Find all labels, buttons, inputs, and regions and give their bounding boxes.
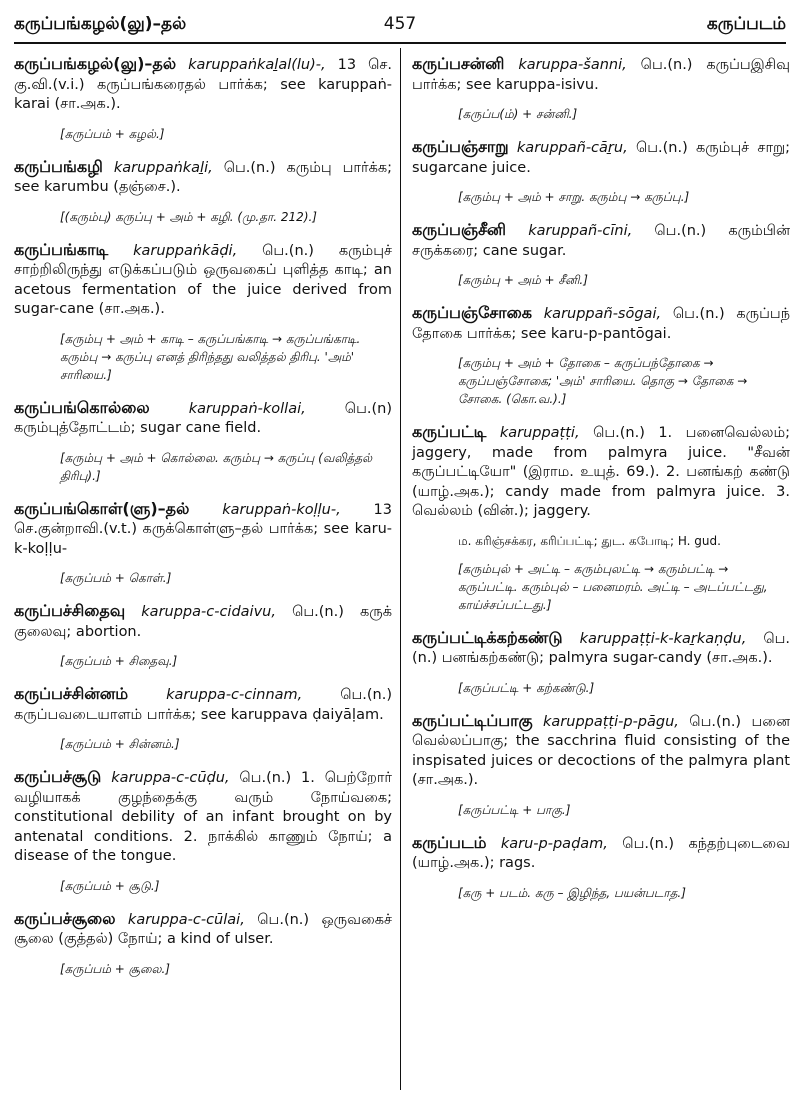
etymology: [கருப்பம் + சூலை.] [60, 961, 170, 976]
definition: பெ.(n.) 1. பனைவெல்லம்; jaggery, made from palmyra juice. "சீவன் கருப்பட்டியோ" (இராம. உயுத். 69.). 2. பனங்கற் கண்டு (யாழ்.அக.); candy made from palmyra juice. 3. வெல்லம் (வின்.); jaggery. [412, 425, 791, 519]
etymology: [கரும்பு + அம் + சீனி.] [458, 273, 588, 287]
transliteration: karuppaṭṭi-p-pāgu, [543, 713, 679, 730]
etymology: [கருப்பம் + கொள்.] [60, 571, 172, 585]
definition: பெ.(n.) பனை வெல்லப்பாகு; the sacchrina fluid consisting of the inspisated juices or decoctions of the palmyra plant (சா.அக.). [412, 713, 791, 788]
dictionary-entry [14, 499, 392, 588]
page-header [14, 10, 786, 42]
transliteration: karuppa-c-cūlai, [127, 911, 245, 928]
transliteration: karuppañ-sōgai, [543, 306, 662, 322]
etymology: [கரும்பு + அம் + தோகை – கருப்பந்தோகை → கருப்பஞ்சோகை; 'அம்' சாரியை. தொகு → தோகை → சோகை. (கொ.வ.).] [458, 356, 748, 406]
definition: பெ.(n.) கருப்பஇசிவு பார்க்க; see karuppa-isivu. [412, 57, 791, 93]
transliteration: karuppaṭṭi, [499, 425, 580, 441]
transliteration: karuppa-c-cinnam, [166, 687, 303, 703]
etymology: [கருப்பட்டி + கற்கண்டு.] [458, 680, 595, 695]
headword: கருப்பங்கொள்(ளு)–தல் [14, 498, 190, 518]
dictionary-entry [412, 137, 790, 206]
definition: பெ.(n.) கருப்பவடையாளம் பார்க்க; see karuppava ḍaiyāḷam. [14, 687, 392, 723]
transliteration: karuppañ-cīni, [528, 223, 633, 239]
dictionary-entry [14, 398, 392, 485]
headword: கருப்பட்டிப்பாகு [412, 710, 533, 730]
column-divider [400, 48, 401, 1090]
etymology: [கரு + படம். கரு – இழிந்த, பயன்படாத.] [458, 885, 686, 900]
dictionary-entry [14, 240, 392, 384]
headword: கருப்பட்டி [412, 422, 487, 441]
headword: கருப்பஞ்சீனி [412, 220, 507, 239]
transliteration: karuppa-šanni, [518, 57, 627, 73]
definition: பெ.(n.) கரும்பு பார்க்க; see karumbu (தஞ்சை.). [14, 159, 393, 195]
headword: கருப்பங்கழி [14, 156, 103, 176]
transliteration: karuppaṅkaḻal(lu)-, [188, 57, 326, 73]
dictionary-entry [412, 833, 790, 902]
dictionary-entry [14, 684, 392, 753]
dictionary-entry [412, 422, 790, 614]
definition: பெ.(n.) பனங்கற்கண்டு; palmyra sugar-candy (சா.அக.). [412, 630, 791, 666]
definition: பெ.(n.) கரும்புச் சாற்றிலிருந்து எடுக்கப்படும் ஒருவகைப் புளித்த காடி; an acetous fermentation of the juice derived from sugar-cane (சா.அக.). [14, 242, 393, 317]
definition: பெ.(n.) 1. பெற்றோர் வழியாகக் குழந்தைக்கு வரும் நோய்வகை; constitutional debility of an infant brought on by antenatal conditions. 2. நாக்கில் காணும் நோய்; a disease of the tongue. [14, 770, 392, 864]
cognates: ம. கரிஞ்சக்கர, கரிப்பட்டி; துட. கபோடி; H. gud. [458, 533, 721, 548]
transliteration: karuppaṅkaḻi, [113, 159, 213, 176]
dictionary-entry [14, 601, 392, 670]
left-column [14, 54, 392, 992]
etymology: [கருப்பம் + சிதைவு.] [60, 654, 178, 668]
headword: கருப்பச்சிதைவு [14, 601, 126, 620]
running-head-left: கருப்பங்கழல்(லு)–தல் [14, 14, 187, 34]
etymology: [கருப்பம் + கழல்.] [60, 126, 165, 141]
etymology: [கரும்பு + அம் + சாறு. கரும்பு → கருப்பு.] [458, 190, 690, 204]
definition: பெ.(n) கரும்புத்தோட்டம்; sugar cane field. [14, 400, 392, 436]
definition: பெ.(n.) கருக் குலைவு; abortion. [14, 604, 393, 640]
dictionary-entry [14, 54, 392, 143]
dictionary-entry [14, 157, 392, 226]
transliteration: karuppaṭṭi-k-kaṟkaṇḍu, [579, 630, 747, 647]
headword: கருப்பச்சூடு [14, 767, 102, 786]
headword: கருப்பங்காடி [14, 239, 109, 259]
header-rule [14, 42, 786, 44]
etymology: [கருப்பம் + சின்னம்.] [60, 737, 180, 751]
definition: பெ.(n.) கரும்பின் சருக்கரை; cane sugar. [412, 223, 791, 259]
headword: கருப்பஞ்சோகை [412, 303, 533, 322]
definition: பெ.(n.) கந்தற்புடைவை (யாழ்.அக.); rags. [412, 835, 791, 871]
definition: பெ.(n.) ஒருவகைச் சூலை (குத்தல்) நோய்; a kind of ulser. [14, 911, 393, 947]
headword: கருப்பங்கழல்(லு)–தல் [14, 54, 177, 73]
headword: கருப்பச்சின்னம் [14, 684, 129, 703]
etymology: [கருப்பம் + சூடு.] [60, 878, 160, 893]
etymology: [கரும்பு + அம் + காடி – கருப்பங்காடி → கருப்பங்காடி. கரும்பு → கருப்பு எனத் திரிந்தது வலித்தல் திரிபு. 'அம்' சாரியை.] [60, 331, 361, 382]
transliteration: karuppa-c-cūḍu, [111, 770, 230, 786]
definition: 13 செ.குன்றாவி.(v.t.) கருக்கொள்ளு–தல் பார்க்க; see karu-k-koḷḷu- [14, 501, 392, 557]
dictionary-entry [412, 54, 790, 123]
right-column [412, 54, 790, 916]
etymology: [கரும்புல் + அட்டி – கரும்புலட்டி → கரும்பட்டி → கருப்பட்டி. கரும்புல் – பனைமரம். அட்டி – அடப்பட்டது, காய்ச்சப்பட்டது.] [458, 561, 768, 612]
etymology: [கரும்பு + அம் + கொல்லை. கரும்பு → கருப்பு (வலித்தல் திரிபு).] [60, 450, 373, 483]
dictionary-entry [412, 303, 790, 408]
transliteration: karuppaṅkāḍi, [133, 242, 238, 259]
headword: கருப்பங்கொல்லை [14, 397, 150, 417]
transliteration: karu-p-paḍam, [500, 835, 608, 852]
headword: கருப்படம் [412, 832, 487, 852]
headword: கருப்பட்டிக்கற்கண்டு [412, 627, 563, 647]
headword: கருப்பசன்னி [412, 54, 505, 73]
dictionary-entry [14, 909, 392, 978]
transliteration: karuppaṅ-kollai, [188, 400, 306, 417]
dictionary-entry [412, 220, 790, 289]
etymology: [கருப்பட்டி + பாகு.] [458, 802, 571, 817]
definition: பெ.(n.) கருப்பந் தோகை பார்க்க; see karu-p-pantōgai. [412, 306, 791, 342]
transliteration: karuppa-c-cidaivu, [141, 604, 276, 620]
dictionary-entry [412, 628, 790, 697]
dictionary-entry [412, 711, 790, 819]
definition: 13 செ. கு.வி.(v.i.) கருப்பங்கரைதல் பார்க்க; see karuppaṅ-karai (சா.அக.). [14, 57, 392, 112]
transliteration: karuppañ-cāṟu, [516, 140, 628, 156]
page-number: 457 [383, 14, 417, 34]
transliteration: karuppaṅ-koḷḷu-, [222, 501, 341, 518]
dictionary-entry [14, 767, 392, 895]
running-head-right: கருப்படம் [706, 14, 786, 34]
definition: பெ.(n.) கரும்புச் சாறு; sugarcane juice. [412, 140, 791, 176]
headword: கருப்பச்சூலை [14, 908, 116, 928]
etymology: [(கரும்பு) கருப்பு + அம் + கழி. (மு.தா. 212).] [60, 209, 317, 224]
headword: கருப்பஞ்சாறு [412, 137, 509, 156]
etymology: [கருப்ப(ம்) + சன்னி.] [458, 107, 578, 121]
